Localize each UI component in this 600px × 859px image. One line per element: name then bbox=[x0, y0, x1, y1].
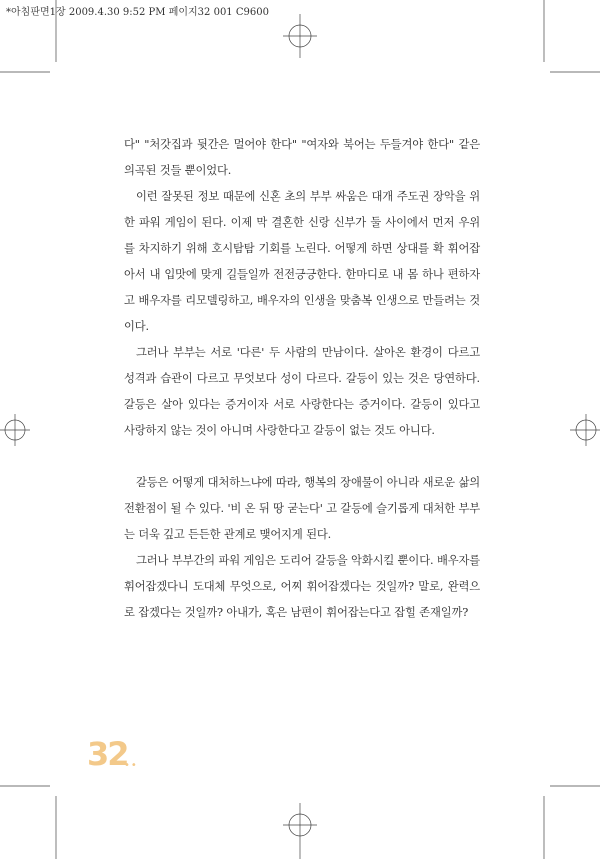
registration-target-bottom bbox=[283, 803, 317, 859]
paragraph: 그러나 부부는 서로 '다른' 두 사람의 만남이다. 살아온 환경이 다르고 성격과 습관이 다르고 무엇보다 성이 다르다. 갈등이 있는 것은 당연하다. 갈등은 살아 있다는 증거이자 서로 사랑한다는 증거이다. 갈등이 있다고 사랑하지 않는 것이 아니며 사랑한다고 갈등이 없는 것도 아니다. bbox=[124, 346, 480, 437]
paragraph: 이런 잘못된 정보 때문에 신혼 초의 부부 싸움은 대개 주도권 장악을 위한 파워 게임이 된다. 이제 막 결혼한 신랑 신부가 둘 사이에서 먼저 우위를 차지하기 위해 호시탐탐 기회를 노린다. 어떻게 하면 상대를 확 휘어잡아서 내 입맛에 맞게 길들일까 전전긍긍한다. 한마디로 내 몸 하나 편하자고 배우자를 리모델링하고, 배우자의 인생을 맞춤복 인생으로 만들려는 것이다. bbox=[124, 190, 480, 333]
print-slug: *아침판면1장 2009.4.30 9:52 PM 페이지32 001 C9600 bbox=[6, 7, 269, 18]
paragraph: 갈등은 어떻게 대처하느냐에 따라, 행복의 장애물이 아니라 새로운 삶의 전환점이 될 수 있다. '비 온 뒤 땅 굳는다' 고 갈등에 슬기롭게 대처한 부부는 더욱 깊고 든든한 관계로 맺어지게 된다. bbox=[124, 476, 480, 541]
page-number: 32 bbox=[87, 735, 128, 773]
paragraph: 다" "처갓집과 뒷간은 멀어야 한다" "여자와 북어는 두들겨야 한다" 같은 의곡된 것들 뿐이었다. bbox=[124, 138, 480, 177]
registration-target-right bbox=[570, 414, 600, 446]
page-number-ornament: •• bbox=[124, 760, 138, 771]
paragraph: 그러나 부부간의 파워 게임은 도리어 갈등을 악화시킬 뿐이다. 배우자를 휘어잡겠다니 도대체 무엇으로, 어찌 휘어잡겠다는 것일까? 말로, 완력으로 잡겠다는 것일까? 아내가, 혹은 남편이 휘어잡는다고 잡힐 존재일까? bbox=[124, 554, 480, 619]
section-gap bbox=[124, 444, 480, 470]
body-text bbox=[124, 132, 480, 626]
registration-target-top bbox=[283, 14, 317, 58]
registration-target-left bbox=[0, 414, 30, 446]
